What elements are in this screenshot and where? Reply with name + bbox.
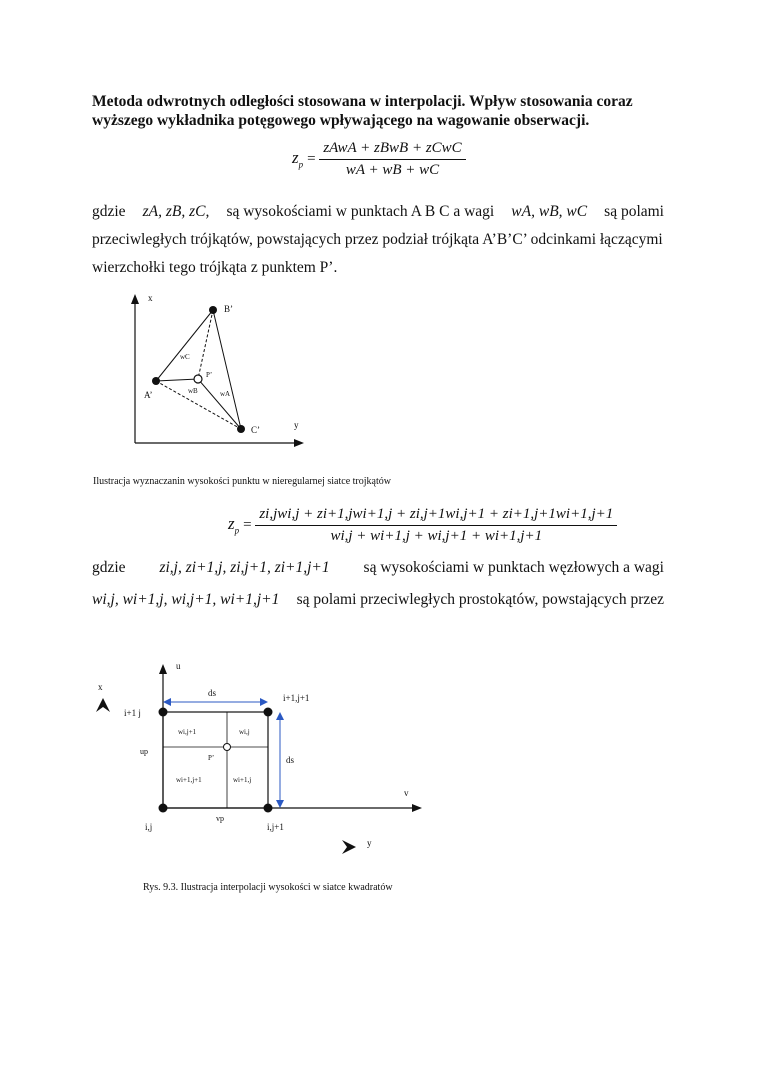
p2-weights: wi,j, wi+1,j, wi,j+1, wi+1,j+1	[92, 591, 280, 608]
fig2-axis-v-label: v	[404, 788, 409, 798]
fig1-axis-x-arrow	[131, 294, 139, 304]
cell-tl-label: wi,j+1	[178, 728, 197, 736]
grid-figure	[90, 660, 440, 860]
line-AP	[156, 379, 198, 381]
fig1-axis-y-arrow	[294, 439, 304, 447]
formula1-numerator: zAwA + zBwB + zCwC	[319, 140, 465, 160]
line-BP	[198, 310, 213, 379]
ds-top-arrow-left	[163, 698, 171, 706]
formula2-lhs: z	[228, 514, 235, 534]
formula2-fraction	[255, 506, 617, 545]
ds-top-label: ds	[208, 688, 217, 698]
p1-middle: są wysokościami w punktach A B C a wagi	[226, 203, 495, 220]
node-bl-label: i,j	[145, 822, 153, 832]
label-C: C’	[251, 425, 260, 435]
fig1-axis-x-label: x	[148, 293, 153, 303]
ds-right-arrow-top	[276, 712, 284, 720]
node-br	[264, 804, 273, 813]
line-PC	[198, 379, 241, 429]
p2-line2-rest: są polami przeciwległych prostokątów, powstających przez	[296, 591, 664, 608]
fig2-x-arrow-icon	[96, 698, 110, 712]
node-br-label: i,j+1	[267, 822, 284, 832]
point-P-grid	[224, 744, 231, 751]
label-P-grid: P’	[208, 754, 215, 762]
label-B: B’	[224, 304, 233, 314]
formula-triangle: $z_p$ = $\frac{\text{zAwA + zBwB + zCwC}}{wA + wB + wC}$	[292, 140, 466, 179]
node-tr	[264, 708, 273, 717]
vertex-B	[209, 306, 217, 314]
p2-line1-rest: są wysokościami w punktach węzłowych a wagi	[363, 559, 664, 576]
node-tr-label: i+1,j+1	[283, 693, 310, 703]
formula1-lhs-sub: p	[298, 159, 304, 170]
heading-line-1: Metoda odwrotnych odległości stosowana w interpolacji. Wpływ stosowania coraz	[92, 93, 633, 110]
vertex-A	[152, 377, 160, 385]
node-tl	[159, 708, 168, 717]
p1-vars: zA, zB, zC,	[142, 203, 210, 220]
node-tl-label: i+1 j	[124, 708, 141, 718]
grid-square	[163, 712, 268, 808]
node-bl	[159, 804, 168, 813]
edge-BA	[156, 310, 213, 381]
figure1-caption: Ilustracja wyznaczanin wysokości punktu w nieregularnej siatce trojkątów	[93, 476, 391, 487]
formula1-fraction	[319, 140, 465, 179]
edge-AC	[156, 381, 241, 429]
p1-weights: wA, wB, wC	[511, 203, 588, 220]
label-wC: wC	[180, 353, 190, 361]
formula2-numerator: zi,jwi,j + zi+1,jwi+1,j + zi,j+1wi,j+1 + zi+1,j+1wi+1,j+1	[255, 506, 617, 526]
fig2-axis-v-arrow	[412, 804, 422, 812]
formula1-lhs: z	[292, 148, 299, 168]
figure2-caption: Rys. 9.3. Ilustracja interpolacji wysokości w siatce kwadratów	[143, 882, 393, 893]
cell-br-label: wi+1,j	[233, 776, 252, 784]
label-A: A’	[144, 390, 153, 400]
formula1-denominator: wA + wB + wC	[345, 162, 440, 178]
paragraph-grid	[92, 554, 664, 614]
heading-line-2: wyższego wykładnika potęgowego wpływającego na wagowanie obserwacji.	[92, 112, 590, 129]
p1-prefix: gdzie	[92, 203, 126, 220]
triangle-figure	[120, 288, 320, 448]
ds-right-arrow-bottom	[276, 800, 284, 808]
fig2-y-arrow-icon	[342, 840, 356, 854]
paragraph-triangle	[92, 198, 664, 282]
ds-right-label: ds	[286, 755, 295, 765]
p2-vars: zi,j, zi+1,j, zi,j+1, zi+1,j+1	[159, 559, 330, 576]
label-P: P’	[206, 371, 213, 379]
edge-BC	[213, 310, 241, 429]
label-up: up	[140, 747, 148, 756]
cell-tr-label: wi,j	[239, 728, 250, 736]
vertex-C	[237, 425, 245, 433]
fig2-axis-u-arrow	[159, 664, 167, 674]
label-wB: wB	[188, 387, 198, 395]
label-vp: vp	[216, 814, 224, 823]
p1-line2: przeciwległych trójkątów, powstających przez podział trójkąta A’B’C’ odcinkami łączącymi	[92, 231, 663, 248]
cell-bl-label: wi+1,j+1	[176, 776, 202, 784]
p1-line1-end: są polami	[604, 203, 664, 220]
ds-top-arrow-right	[260, 698, 268, 706]
label-wA: wA	[220, 390, 231, 398]
fig2-axis-y-label: y	[367, 838, 372, 848]
formula2-denominator: wi,j + wi+1,j + wi,j+1 + wi+1,j+1	[330, 528, 543, 544]
page-heading	[92, 92, 692, 130]
fig2-axis-x-label: x	[98, 682, 103, 692]
point-P	[194, 375, 202, 383]
fig2-axis-u-label: u	[176, 661, 181, 671]
formula-grid: $z_p$ = $\frac{\text{zi,jwi,j + zi+1,jwi+1,j + zi,j+1wi,j+1 + zi+1,j+1wi+1,j+1}}{wi,j + wi+1,j + wi,j+1 + wi+1,j+1}$	[228, 506, 617, 545]
p1-line3: wierzchołki tego trójkąta z punktem P’.	[92, 259, 338, 276]
fig1-axis-y-label: y	[294, 420, 299, 430]
p2-prefix: gdzie	[92, 559, 126, 576]
formula2-lhs-sub: p	[234, 525, 240, 536]
